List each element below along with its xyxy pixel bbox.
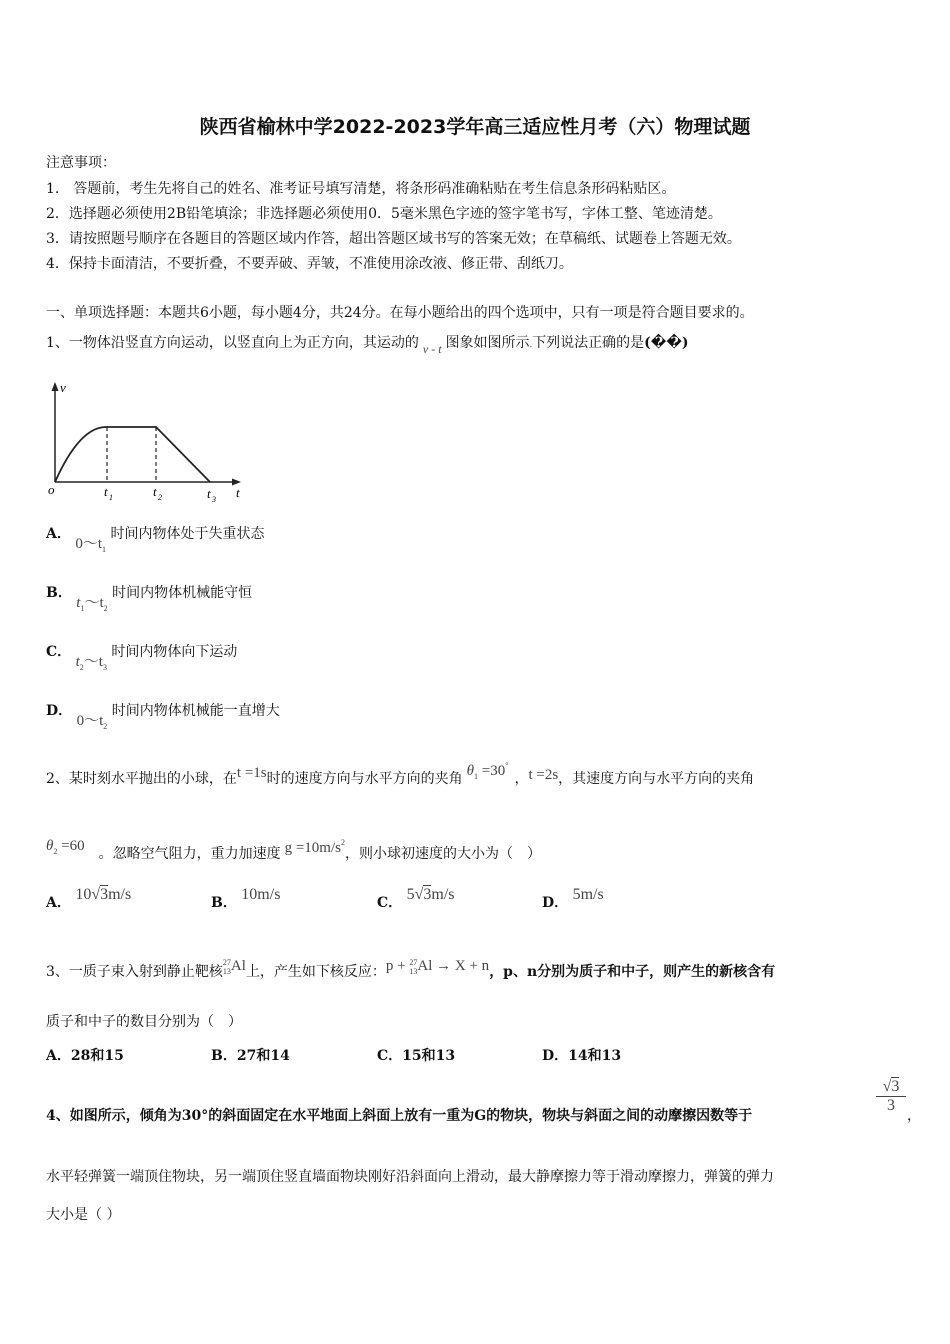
option-math: 5m/s [572, 886, 604, 903]
q2-stem-d: ，其速度方向与水平方向的夹角 [558, 771, 755, 787]
graph-t1-sub: 1 [109, 493, 113, 502]
option-label: A． [46, 895, 71, 911]
graph-v-label: v [60, 380, 66, 395]
option-label: C． [377, 1048, 403, 1064]
option-label: B． [46, 585, 72, 601]
question-2-stem-line1 [46, 761, 755, 789]
q3-stem-a: 3、一质子束入射到静止靶核 [46, 964, 223, 980]
notice-item-1: 1. 答题前，考生先将自己的姓名、准考证号填写清楚，将条形码准确粘贴在考生信息条形码粘贴区。 [46, 181, 676, 197]
option-text: 15和13 [402, 1048, 456, 1064]
option-math: $t_2\sim t_3$ [75, 654, 107, 672]
option-label: B． [211, 895, 237, 911]
q3-option-d[interactable] [542, 1045, 621, 1065]
graph-t1-label: t [104, 484, 108, 499]
q4-stem-a: 4、如图所示，倾角为30°的斜面固定在水平地面上斜面上放有一重为G的物块，物块与斜面之间的动摩擦因数等于 [46, 1108, 753, 1124]
option-label: C． [46, 644, 72, 660]
q1-stem-b: 图象如图所示 [445, 335, 530, 351]
q2-option-b[interactable] [211, 886, 281, 912]
q1-stem-c: 下列说法正确的是 [532, 335, 645, 351]
question-4-stem-line2: 水平轻弹簧一端顶住物块，另一端顶住竖直墙面物块刚好沿斜面向上滑动，最大静摩擦力等于滑动摩擦力，弹簧的弹力 [46, 1169, 774, 1185]
page-title: 陕西省榆林中学2022-2023学年高三适应性月考（六）物理试题 [199, 116, 751, 138]
q4-comma: ， [907, 1108, 921, 1124]
question-1-stem: 1、一物体沿竖直方向运动，以竖直向上为正方向，其运动的 v - t 图象如图所示.下列说法正确的是(��) [46, 335, 689, 356]
option-label: A． [46, 526, 71, 542]
option-text: 时间内物体向下运动 [111, 644, 238, 660]
q2-theta2-math: $\theta_2 =60$ [46, 838, 85, 856]
option-label: B． [211, 1048, 237, 1064]
section-heading: 一、单项选择题：本题共6小题，每小题4分，共24分。在每小题给出的四个选项中，只有一项是符合题目要求的。 [46, 305, 754, 321]
q2-stem-c: ， [514, 771, 529, 787]
option-math: 10√3m/s [75, 886, 132, 903]
q3-option-a[interactable] [46, 1045, 124, 1065]
q3-stem-b: 上，产生如下核反应： [245, 964, 386, 980]
q3-option-c[interactable] [377, 1045, 455, 1065]
q1-stem-d: (��) [644, 335, 689, 351]
option-label: D． [542, 895, 569, 911]
notice-heading: 注意事项： [46, 155, 116, 171]
option-math: 10m/s [241, 886, 281, 903]
graph-t3-sub: 3 [212, 495, 216, 504]
q2-g-math: $g =10m/s^2$ [284, 838, 345, 856]
q2-stem-b: 时的速度方向与水平方向的夹角 [266, 771, 463, 787]
q2-theta1-math: $\theta_1 =30^\circ$ [466, 761, 509, 781]
q1-stem-a: 1、一物体沿竖直方向运动，以竖直向上为正方向，其运动的 [46, 335, 419, 351]
question-4-stem-line1 [46, 1105, 752, 1125]
q2-stem-a: 2、某时刻水平抛出的小球，在 [46, 771, 237, 787]
option-text: 时间内物体机械能守恒 [112, 585, 253, 601]
graph-t3-label: t [207, 486, 211, 501]
option-label: A． [46, 1048, 71, 1064]
notice-item-3: 3．请按照题号顺序在各题目的答题区域内作答，超出答题区域书写的答案无效；在草稿纸、试题卷上答题无效。 [46, 231, 741, 247]
q2-stem-f: ，则小球初速度的大小为（ ） [344, 846, 541, 862]
q2-t1-math: t =1s [236, 765, 267, 781]
option-text: 14和13 [568, 1048, 622, 1064]
q2-t2-math: t =2s [528, 767, 559, 783]
option-label: D． [542, 1048, 569, 1064]
option-math: $t_1\sim t_2$ [76, 595, 108, 613]
graph-t2-sub: 2 [158, 493, 162, 502]
q3-reaction-equation: p + 27 13Al → X + n [385, 957, 490, 976]
vt-graph [40, 378, 255, 506]
question-3-stem-line1 [46, 957, 776, 982]
q4-friction-fraction: √3 3 [876, 1078, 906, 1115]
q2-option-c[interactable] [377, 886, 455, 912]
q2-stem-e: 。忽略空气阻力，重力加速度 [98, 846, 281, 862]
question-4-stem-line3: 大小是（ ） [46, 1207, 121, 1223]
notice-item-4: 4．保持卡面清洁，不要折叠，不要弄破、弄皱，不准使用涂改液、修正带、刮纸刀。 [46, 256, 573, 272]
notice-item-2: 2．选择题必须使用2B铅笔填涂；非选择题必须使用0．5毫米黑色字迹的签字笔书写，字体工整、笔迹清楚。 [46, 206, 722, 222]
option-text: 28和15 [70, 1048, 124, 1064]
q1-option-c[interactable] [46, 640, 238, 672]
q3-target-nucleus: 27 13Al [222, 957, 246, 976]
q1-option-a[interactable] [46, 522, 265, 554]
option-text: 27和14 [236, 1048, 290, 1064]
q1-option-b[interactable] [46, 581, 253, 613]
graph-t2-label: t [153, 484, 157, 499]
q2-option-a[interactable] [46, 886, 132, 912]
q3-option-b[interactable] [211, 1045, 290, 1065]
graph-origin-label: o [48, 482, 55, 497]
question-2-stem-line2 [46, 838, 541, 864]
q1-vt-math: v - t [422, 342, 442, 356]
q2-option-d[interactable] [542, 886, 604, 912]
option-text: 时间内物体机械能一直增大 [111, 703, 280, 719]
option-label: D． [46, 703, 73, 719]
option-label: C． [377, 895, 403, 911]
q3-stem-c: ，p、n分别为质子和中子，则产生的新核含有 [489, 964, 776, 980]
q1-option-d[interactable] [46, 699, 280, 731]
graph-t-axis-label: t [236, 485, 240, 500]
option-math: $0\sim t_2$ [76, 713, 108, 731]
option-text: 时间内物体处于失重状态 [110, 526, 265, 542]
option-math: 5√3m/s [406, 886, 455, 903]
question-3-stem-line2: 质子和中子的数目分别为（ ） [46, 1014, 242, 1030]
option-math: $0\sim t_1$ [75, 536, 106, 554]
